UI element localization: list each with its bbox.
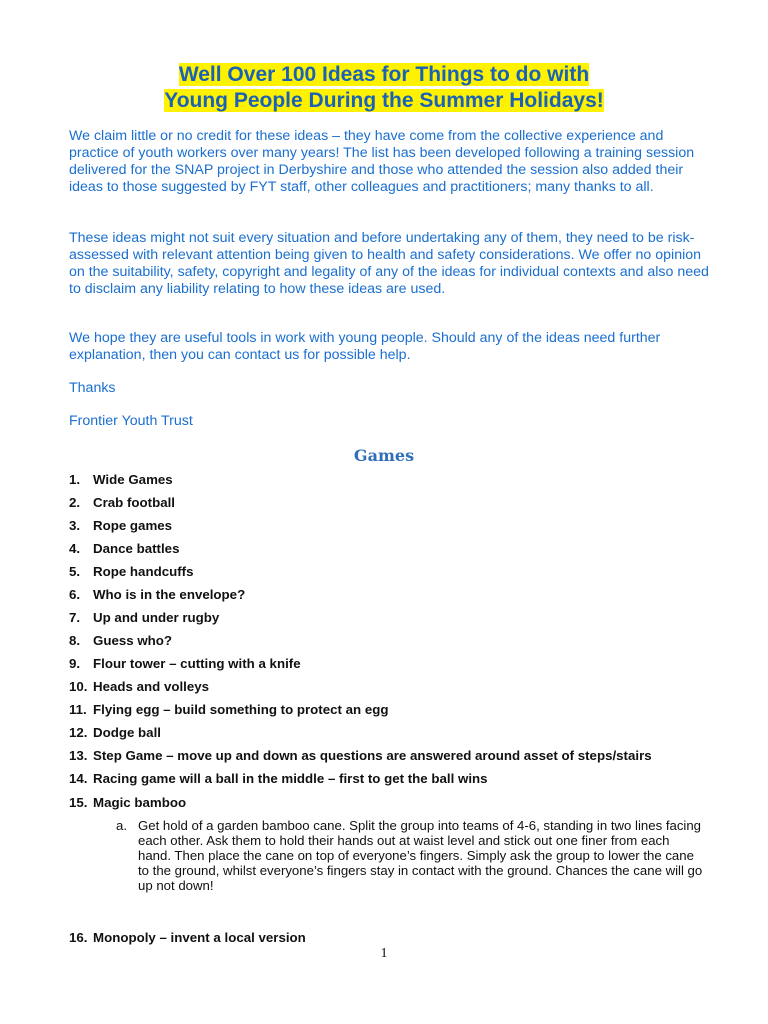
- page-title: [0, 62, 768, 114]
- list-item: [69, 929, 306, 946]
- list-item-number: 3.: [69, 518, 81, 533]
- list-item-number: 7.: [69, 610, 81, 625]
- list-item-text: Monopoly – invent a local version: [93, 930, 306, 945]
- list-item-text: Rope games: [93, 518, 173, 533]
- list-item: [69, 632, 172, 649]
- list-item-text: Crab football: [93, 495, 175, 510]
- list-item: [69, 747, 652, 764]
- list-item-number: 2.: [69, 495, 81, 510]
- list-item: [69, 586, 245, 603]
- list-item-text: Step Game – move up and down as questions are answered around asset of steps/stairs: [93, 748, 652, 763]
- page-number: 1: [380, 946, 388, 961]
- intro-paragraph-3: We hope they are useful tools in work with young people. Should any of the ideas need further explanation, then you can contact us for possible help.: [69, 330, 661, 363]
- list-item-text: Who is in the envelope?: [93, 587, 246, 602]
- list-item-text: Wide Games: [93, 472, 173, 487]
- list-item: [69, 609, 219, 626]
- list-item-number: 4.: [69, 541, 81, 556]
- list-item-text: Magic bamboo: [93, 795, 187, 810]
- list-item: [69, 770, 488, 787]
- list-item: [69, 655, 301, 672]
- intro-paragraph-1: We claim little or no credit for these ideas – they have come from the collective experience and practice of youth workers over many years! The list has been developed following a training session delivered for the SNAP project in Derbyshire and those who attended the session also added their ideas to those suggested by FYT staff, other colleagues and practitioners; many thanks to all.: [69, 128, 695, 195]
- list-item-number: 9.: [69, 656, 81, 671]
- list-item: [69, 540, 179, 557]
- list-item: [69, 678, 209, 695]
- list-item-number: 1.: [69, 472, 81, 487]
- list-item: [69, 701, 389, 718]
- list-item-number: 13.: [69, 748, 88, 763]
- list-item-text: Guess who?: [93, 633, 173, 648]
- list-item: [69, 563, 193, 580]
- signature-text: Frontier Youth Trust: [69, 413, 193, 429]
- list-item: [69, 517, 172, 534]
- list-item: [69, 494, 175, 511]
- intro-paragraph-2: These ideas might not suit every situation and before undertaking any of them, they need to be risk-assessed with relevant attention being given to health and safety considerations. We offer no opinion on the suitability, safety, copyright and legality of any of the ideas for individual contexts and also need to disclaim any liability relating to how these ideas are used.: [69, 230, 709, 297]
- list-item-number: 12.: [69, 725, 88, 740]
- list-item-text: Dance battles: [93, 541, 180, 556]
- list-item-number: 10.: [69, 679, 88, 694]
- list-item-number: 14.: [69, 771, 88, 786]
- thanks-text: Thanks: [69, 380, 116, 396]
- list-item: [69, 724, 161, 741]
- list-item: [69, 794, 186, 811]
- list-item-text: Heads and volleys: [93, 679, 210, 694]
- list-item-number: 6.: [69, 587, 81, 602]
- title-line-2: Young People During the Summer Holidays!: [164, 89, 604, 112]
- list-item-number: 5.: [69, 564, 81, 579]
- sub-list-item-letter: a.: [116, 818, 127, 833]
- section-heading-games: Games: [353, 446, 415, 465]
- list-item-number: 11.: [69, 702, 87, 717]
- list-item-number: 15.: [69, 795, 88, 810]
- sub-list-item-text: Get hold of a garden bamboo cane. Split the group into teams of 4-6, standing in two lines facing each other. Ask them to hold their hands out at waist level and stick out one finer from each hand. Then place the cane on top of everyone’s fingers. Simply ask the group to lower the cane to the ground, whilst everyone’s fingers stay in contact with the ground. Chances the cane will go up not down!: [138, 818, 703, 893]
- list-item-text: Racing game will a ball in the middle – first to get the ball wins: [93, 771, 488, 786]
- list-item-text: Up and under rugby: [93, 610, 220, 625]
- list-item-text: Flour tower – cutting with a knife: [93, 656, 301, 671]
- list-item-text: Flying egg – build something to protect an egg: [93, 702, 389, 717]
- sub-list-item: [116, 818, 706, 893]
- list-item-text: Rope handcuffs: [93, 564, 194, 579]
- list-item: [69, 471, 173, 488]
- list-item-text: Dodge ball: [93, 725, 161, 740]
- list-item-number: 8.: [69, 633, 81, 648]
- title-line-1: Well Over 100 Ideas for Things to do with: [178, 63, 590, 86]
- list-item-number: 16.: [69, 930, 88, 945]
